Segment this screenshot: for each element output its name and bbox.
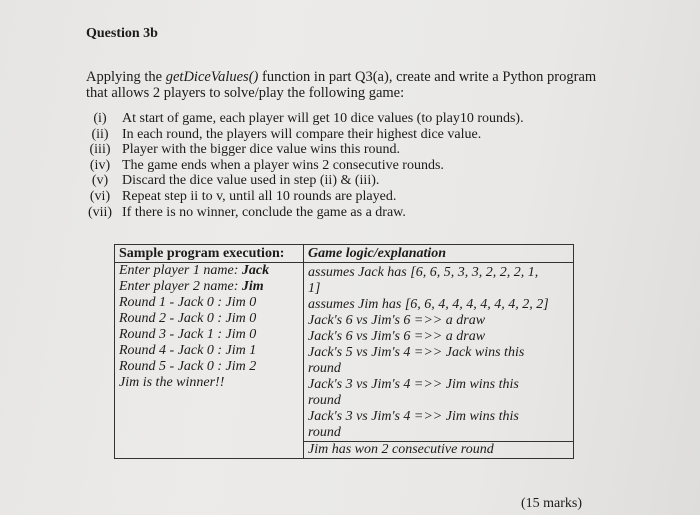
step-number: (v) (91, 173, 109, 189)
step-item (78, 158, 598, 174)
step-number: (iii) (89, 142, 111, 158)
step-text: At start of game, each player will get 10 dice values (to play10 rounds). (122, 111, 524, 126)
header-game-logic: Game logic/explanation (304, 245, 574, 263)
step-item (78, 127, 598, 143)
logic-line: Jack's 3 vs Jim's 4 =>> Jim wins this (308, 409, 519, 424)
exec-line: Enter player 2 name: Jim (119, 279, 264, 294)
step-text: Discard the dice value used in step (ii) & (iii). (122, 173, 380, 189)
step-number: (vii) (87, 204, 113, 220)
logic-line: round (308, 361, 341, 376)
execution-table (114, 244, 574, 459)
step-text: If there is no winner, conclude the game as a draw. (122, 204, 406, 220)
exec-line: Round 3 - Jack 1 : Jim 0 (119, 327, 257, 342)
step-text: The game ends when a player wins 2 consecutive rounds. (122, 157, 444, 173)
exec-line: Round 4 - Jack 0 : Jim 1 (119, 343, 257, 358)
exec-line: Round 1 - Jack 0 : Jim 0 (119, 295, 257, 310)
intro-text-line2: that allows 2 players to solve/play the following game: (86, 85, 405, 101)
marks-label: (15 marks) (521, 496, 583, 511)
step-text: In each round, the players will compare their highest dice value. (122, 126, 482, 142)
step-text: Player with the bigger dice value wins this round. (122, 142, 400, 158)
exec-line: Round 2 - Jack 0 : Jim 0 (119, 311, 257, 326)
logic-line: Jack's 6 vs Jim's 6 =>> a draw (308, 313, 486, 328)
intro-text-rest: function in part Q3(a), create and write a Python program (258, 69, 597, 85)
logic-line: round (308, 393, 341, 408)
logic-line: Jack's 3 vs Jim's 4 =>> Jim wins this (308, 377, 519, 392)
step-item (78, 205, 598, 221)
logic-line: Jack's 6 vs Jim's 6 =>> a draw (308, 329, 486, 344)
exec-line: Enter player 1 name: Jack (119, 263, 270, 278)
step-text: Repeat step ii to v, until all 10 rounds are played. (122, 188, 397, 204)
header-sample-execution: Sample program execution: (115, 245, 304, 263)
logic-line: Jack's 5 vs Jim's 4 =>> Jack wins this (308, 345, 525, 360)
intro-text-start: Applying the (86, 69, 166, 85)
question-title: Question 3b (86, 26, 158, 41)
step-item (78, 111, 598, 127)
logic-line: assumes Jim has [6, 6, 4, 4, 4, 4, 4, 4, 2, 2] (308, 297, 549, 312)
exec-line: Round 5 - Jack 0 : Jim 2 (119, 359, 257, 374)
logic-line: assumes Jack has [6, 6, 5, 3, 3, 2, 2, 2, 1, (308, 265, 539, 280)
step-item (78, 173, 598, 189)
function-name: getDiceValues() (165, 69, 259, 85)
question-intro (86, 69, 616, 101)
game-logic-cell (304, 263, 574, 442)
logic-line: 1] (308, 281, 321, 296)
table-row (115, 263, 574, 442)
step-item (78, 142, 598, 158)
final-result-line: Jim has won 2 consecutive round (308, 442, 494, 457)
final-result-cell (304, 442, 574, 459)
exec-line: Jim is the winner!! (119, 375, 225, 390)
step-number: (ii) (91, 126, 109, 142)
step-number: (iv) (89, 157, 111, 173)
step-number: (i) (93, 111, 107, 126)
table-header-row (115, 245, 574, 263)
step-item (78, 189, 598, 205)
step-number: (vi) (89, 188, 111, 204)
steps-list (78, 111, 598, 220)
sample-execution-cell (115, 263, 304, 459)
logic-line: round (308, 425, 341, 440)
